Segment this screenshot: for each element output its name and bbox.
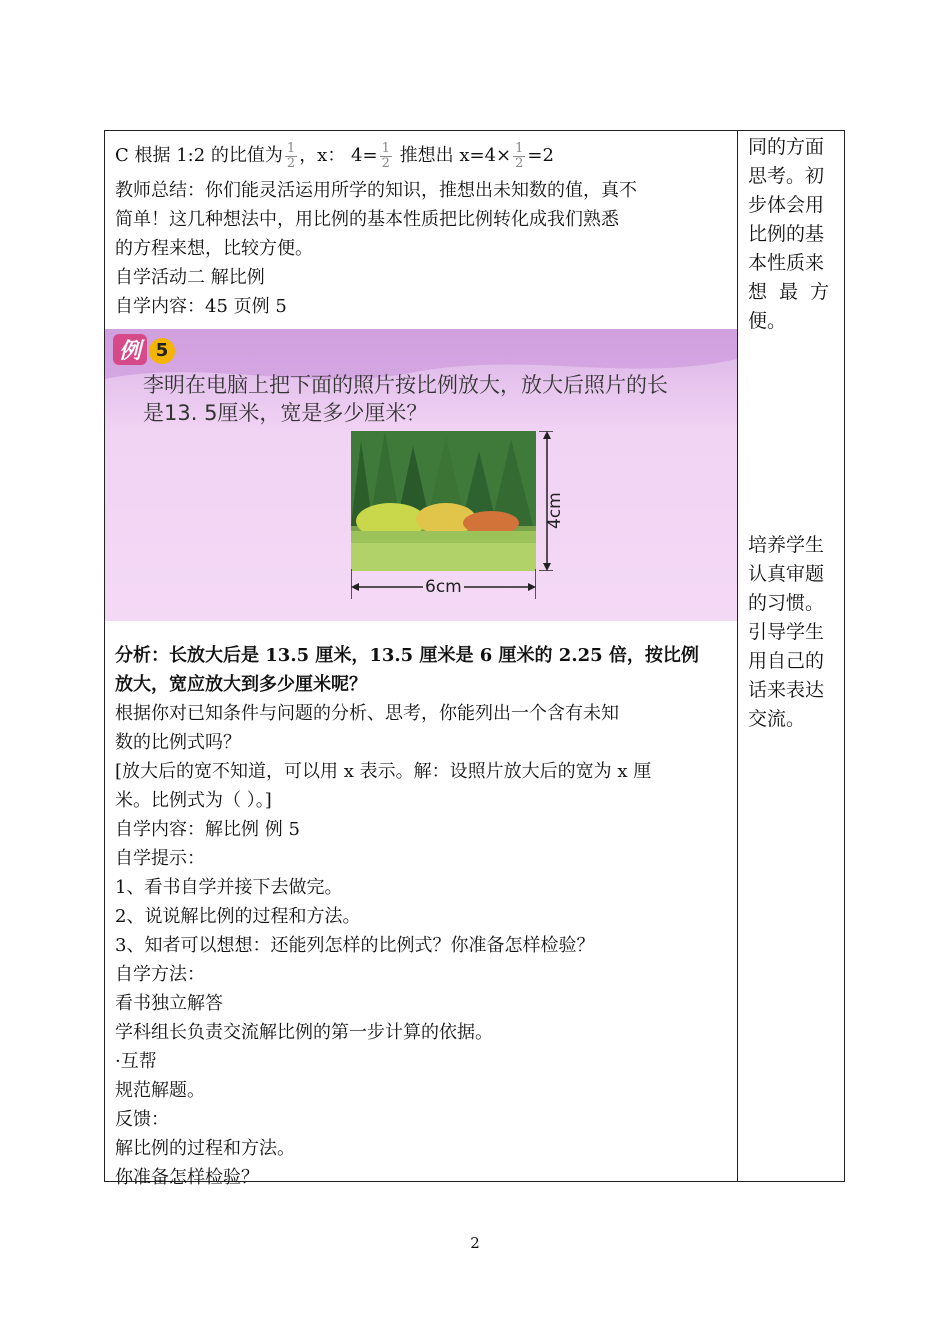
tip-item: 3、知者可以想想：还能列怎样的比例式？你准备怎样检验？ (115, 935, 595, 956)
side-note-2 (748, 531, 838, 734)
summary-line: 简单！这几种想法中，用比例的基本性质把比例转化成我们熟悉 (115, 209, 619, 230)
feedback-item: 解比例的过程和方法。 (115, 1138, 295, 1159)
example-text-line: 李明在电脑上把下面的照片按比例放大，放大后照片的长 (143, 373, 668, 397)
side-note-line: 引导学生 (748, 621, 825, 643)
method-item: 看书独立解答 (115, 993, 223, 1014)
height-label: 4cm (545, 492, 565, 529)
side-note-line: 培养学生 (748, 534, 825, 556)
hint-line: [放大后的宽不知道，可以用 x 表示。解：设照片放大后的宽为 x 厘 (115, 761, 652, 782)
fraction-1: $\frac{1}{2}$ (286, 140, 296, 171)
side-note-1 (748, 133, 838, 336)
question-line: 数的比例式吗？ (115, 732, 241, 753)
column-divider (737, 131, 738, 1181)
main-column (115, 141, 727, 321)
side-note-line: 用自己的 (748, 650, 825, 672)
example-text (143, 371, 733, 427)
analysis-line: 放大，宽应放大到多少厘米呢？ (115, 674, 367, 695)
page-number: 2 (470, 1234, 480, 1252)
ratio-text-c: 推想出 x=4× (393, 145, 512, 166)
method-title: 自学方法： (115, 964, 205, 985)
side-note-line: 话来表达 (748, 679, 825, 701)
ratio-text-b: ，x： 4= (299, 145, 378, 166)
method-item: 规范解题。 (115, 1080, 205, 1101)
side-note-line: 步体会用 (748, 194, 825, 216)
side-note-line: 本性质来 (748, 252, 825, 274)
method-item: 学科组长负责交流解比例的第一步计算的依据。 (115, 1022, 493, 1043)
example-5-image (105, 329, 737, 621)
side-note-line: 想 最 方 (748, 281, 830, 303)
example-text-line: 是13. 5厘米，宽是多少厘米？ (143, 401, 428, 425)
side-note-line: 同的方面 (748, 136, 825, 158)
analysis-line: 分析：长放大后是 13.5 厘米，13.5 厘米是 6 厘米的 2.25 倍，按比例 (115, 645, 699, 666)
width-label: 6cm (425, 577, 462, 597)
content-label: 自学内容：45 页例 5 (115, 296, 287, 317)
hint-line: 米。比例式为（ ）。] (115, 790, 272, 811)
ratio-text-a: C 根据 1:2 的比值为 (115, 145, 283, 166)
side-note-line: 便。 (748, 310, 787, 332)
example-number: 5 (149, 338, 175, 364)
fraction-3: $\frac{1}{2}$ (515, 140, 524, 171)
fraction-2: $\frac{1}{2}$ (381, 140, 390, 171)
side-note-line: 思考。初 (748, 165, 825, 187)
side-note-line: 的习惯。 (748, 592, 825, 614)
forest-photo (351, 431, 536, 571)
side-note-line: 交流。 (748, 708, 806, 730)
summary-line: 教师总结：你们能灵活运用所学的知识，推想出未知数的值，真不 (115, 180, 637, 201)
activity-heading: 自学活动二 解比例 (115, 267, 265, 288)
example-badge: 例 (113, 334, 147, 365)
side-note-line: 认真审题 (748, 563, 825, 585)
tip-item: 1、看书自学并接下去做完。 (115, 877, 343, 898)
summary-line: 的方程来想，比较方便。 (115, 238, 313, 259)
method-item: ·互帮 (115, 1051, 157, 1072)
content-label-2: 自学内容：解比例 例 5 (115, 819, 300, 840)
feedback-title: 反馈： (115, 1109, 169, 1130)
feedback-item: 你准备怎样检验？ (115, 1167, 259, 1188)
question-line: 根据你对已知条件与问题的分析、思考，你能列出一个含有未知 (115, 703, 619, 724)
ratio-text-d: =2 (527, 145, 554, 166)
lesson-table (104, 130, 845, 1188)
tip-item: 2、说说解比例的过程和方法。 (115, 906, 361, 927)
main-column-lower (115, 641, 727, 1192)
ratio-line (115, 141, 727, 170)
side-note-line: 比例的基 (748, 223, 825, 245)
tips-title: 自学提示： (115, 848, 205, 869)
